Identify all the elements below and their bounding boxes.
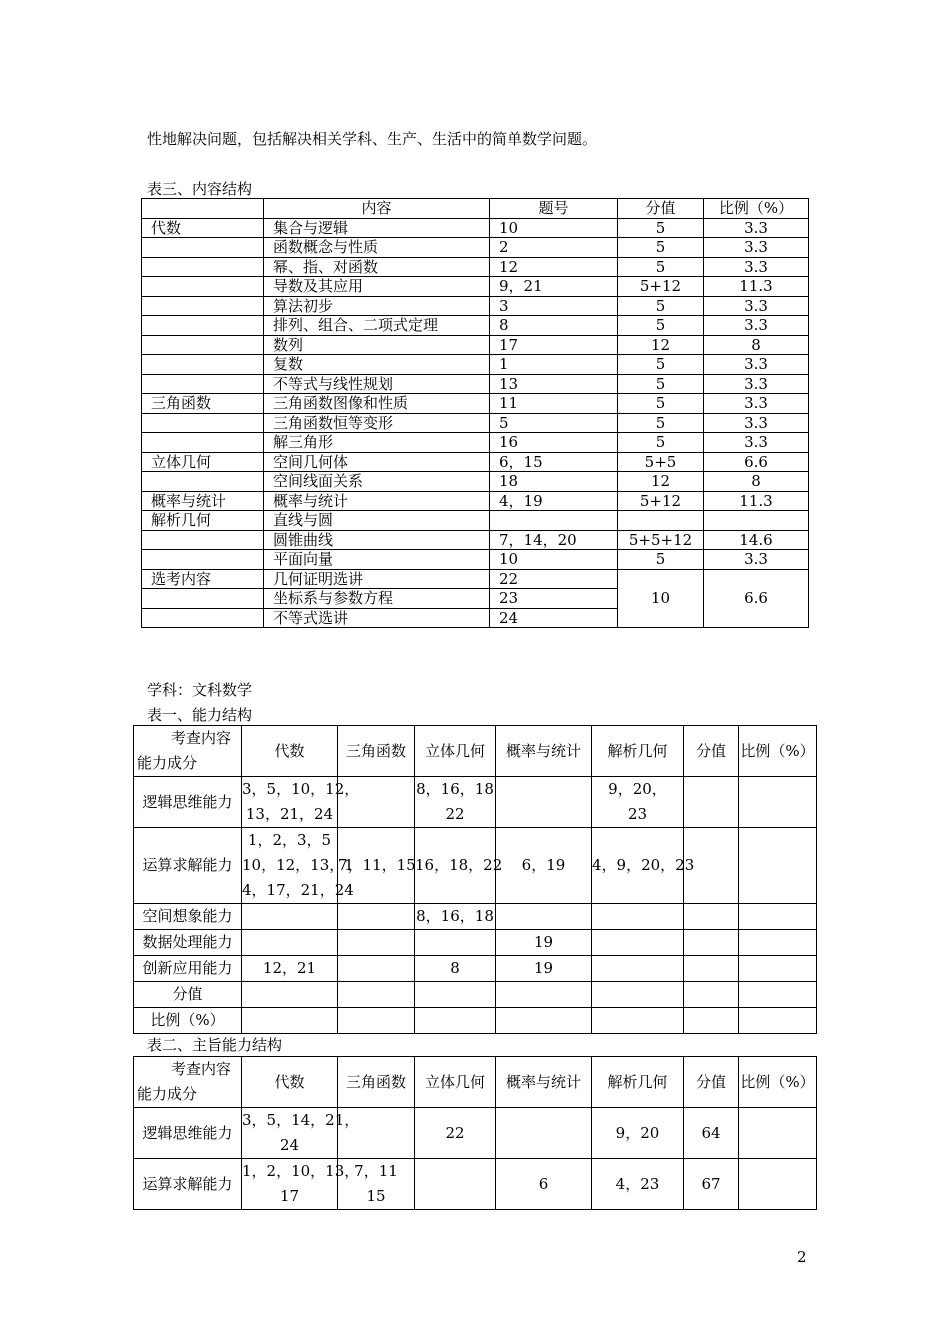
- cell-line: 10，12，13，1: [242, 856, 354, 874]
- table2-cell: [684, 1108, 739, 1159]
- table3-cell: 概率与统计: [264, 491, 490, 511]
- table1-cell: [739, 956, 817, 982]
- table3-cell: 函数概念与性质: [264, 238, 490, 258]
- intro-text: 性地解决问题，包括解决相关学科、生产、生活中的简单数学问题。: [147, 130, 598, 148]
- table3-cell: [490, 511, 618, 531]
- table-row: [134, 777, 817, 828]
- table2-column-header: 比例（%）: [739, 1057, 817, 1108]
- table1-column-header: 代数: [242, 726, 338, 777]
- table3-caption: 表三、内容结构: [147, 180, 253, 198]
- table3-cell: 3.3: [704, 550, 809, 570]
- table2-cell: [415, 1108, 496, 1159]
- table1-header-row: [134, 726, 817, 777]
- table2-column-header: 立体几何: [415, 1057, 496, 1108]
- table3-cell: 5: [618, 257, 704, 277]
- table2-cell: [496, 1108, 592, 1159]
- table3-cell: 3.3: [704, 296, 809, 316]
- table1-cell: [592, 930, 684, 956]
- table3-cell: 5+5: [618, 452, 704, 472]
- table3-cell: [142, 433, 264, 453]
- table2-column-header: 代数: [242, 1057, 338, 1108]
- table1-cell: [242, 1008, 338, 1034]
- table3-number-cell: 24: [490, 608, 618, 628]
- table-row: [134, 828, 817, 904]
- table3-cell: 3.3: [704, 238, 809, 258]
- table1-cell: [739, 930, 817, 956]
- table1-cell: [415, 904, 496, 930]
- table1-cell: [739, 1008, 817, 1034]
- cell-line: 3，5，14，21，: [242, 1111, 360, 1129]
- table3-cell: 概率与统计: [142, 491, 264, 511]
- table3-category-cell: 选考内容: [142, 569, 264, 589]
- table3-category-cell: [142, 589, 264, 609]
- table3-cell: 三角函数图像和性质: [264, 394, 490, 414]
- table3-cell: [142, 257, 264, 277]
- table1-cell: [592, 904, 684, 930]
- table1-cell: [739, 904, 817, 930]
- table1-cell: [242, 930, 338, 956]
- table1-corner-header: [134, 726, 242, 777]
- table3-cell: [142, 530, 264, 550]
- table1-cell: [415, 956, 496, 982]
- cell-line: 1，2，10，13，: [242, 1162, 360, 1180]
- table3-cell: 空间几何体: [264, 452, 490, 472]
- table3-cell: 6.6: [704, 452, 809, 472]
- table-row: [142, 569, 809, 589]
- table3-cell: 幂、指、对函数: [264, 257, 490, 277]
- table3-cell: 8: [704, 335, 809, 355]
- table3-cell: 代数: [142, 218, 264, 238]
- table3-header-cell: 分值: [618, 199, 704, 219]
- table3-cell: [142, 472, 264, 492]
- table3-cell: 5: [618, 218, 704, 238]
- table3-cell: 数列: [264, 335, 490, 355]
- table3-cell: [142, 335, 264, 355]
- table2-cell: [242, 1159, 360, 1210]
- table3-header-cell: 比例（%）: [704, 199, 809, 219]
- table-row: [142, 491, 809, 511]
- table3-cell: 11.3: [704, 491, 809, 511]
- table3-cell: 11: [490, 394, 618, 414]
- table1-cell: [496, 930, 592, 956]
- table1-row-label: 运算求解能力: [134, 828, 242, 904]
- table3-cell: 5+5+12: [618, 530, 704, 550]
- table1-cell: [415, 1008, 496, 1034]
- cell-line: 67: [701, 1174, 721, 1193]
- table-row: [142, 511, 809, 531]
- table2-cell: [592, 1108, 684, 1159]
- table1-cell: [496, 828, 592, 904]
- table3-cell: [142, 355, 264, 375]
- table1-cell: [242, 828, 354, 904]
- table1-cell: [739, 777, 817, 828]
- table3-cell: 平面向量: [264, 550, 490, 570]
- table3-cell: 空间线面关系: [264, 472, 490, 492]
- table1-cell: [592, 1008, 684, 1034]
- table3-cell: 11.3: [704, 277, 809, 297]
- table2-cell: [592, 1159, 684, 1210]
- table-row: [134, 904, 817, 930]
- table3-cell: 6，15: [490, 452, 618, 472]
- table3-cell: [142, 550, 264, 570]
- table3-cell: 集合与逻辑: [264, 218, 490, 238]
- table3-cell: 17: [490, 335, 618, 355]
- cell-line: 7，11，15: [338, 856, 416, 874]
- cell-line: 17: [279, 1187, 300, 1205]
- table-row: [142, 394, 809, 414]
- table3-header-cell: 内容: [264, 199, 490, 219]
- cell-line: 9，20: [615, 1123, 660, 1142]
- table3-cell: 5: [618, 296, 704, 316]
- table3-cell: [142, 296, 264, 316]
- table3-content-cell: 坐标系与参数方程: [264, 589, 490, 609]
- table3-cell: 12: [618, 472, 704, 492]
- table1-column-header: 解析几何: [592, 726, 684, 777]
- table3-cell: 7，14，20: [490, 530, 618, 550]
- table3-cell: 复数: [264, 355, 490, 375]
- cell-line: 13，21，24: [245, 805, 334, 823]
- table2-column-header: 概率与统计: [496, 1057, 592, 1108]
- table-row: [134, 1008, 817, 1034]
- table1-column-header: 三角函数: [338, 726, 415, 777]
- table2-cell: [415, 1159, 496, 1210]
- cell-line: 8，16，18: [416, 907, 494, 925]
- table3-cell: 3.3: [704, 374, 809, 394]
- table2-cell: [739, 1108, 817, 1159]
- table3-cell: 5+12: [618, 491, 704, 511]
- table-row: [142, 277, 809, 297]
- table1-cell: [338, 982, 415, 1008]
- table3-header-cell: 题号: [490, 199, 618, 219]
- cell-line: 8: [450, 959, 460, 977]
- table3-cell: 立体几何: [142, 452, 264, 472]
- main-ability-structure-table: [133, 1056, 817, 1210]
- cell-line: 12，21: [262, 959, 317, 977]
- table3-score-cell: 10: [618, 569, 704, 628]
- table3-content-cell: 几何证明选讲: [264, 569, 490, 589]
- table3-cell: 三角函数恒等变形: [264, 413, 490, 433]
- table3-cell: 排列、组合、二项式定理: [264, 316, 490, 336]
- table3-cell: 5: [618, 394, 704, 414]
- table3-cell: 10: [490, 218, 618, 238]
- table-row: [142, 530, 809, 550]
- table3-cell: 4，19: [490, 491, 618, 511]
- table2-row-label: 运算求解能力: [134, 1159, 242, 1210]
- table3-cell: 5: [490, 413, 618, 433]
- table3-cell: [704, 511, 809, 531]
- table1-column-header: 分值: [684, 726, 739, 777]
- cell-line: 4，17，21，24: [242, 881, 354, 899]
- table3-cell: [142, 374, 264, 394]
- table2-cell: [739, 1159, 817, 1210]
- table3-category-cell: [142, 608, 264, 628]
- table-row: [134, 982, 817, 1008]
- table3-cell: [142, 277, 264, 297]
- table1-cell: [592, 828, 695, 904]
- table-row: [134, 956, 817, 982]
- table1-row-label: 空间想象能力: [134, 904, 242, 930]
- subject-title: 学科：文科数学: [147, 681, 253, 699]
- table1-row-label: 分值: [134, 982, 242, 1008]
- table1-cell: [684, 1008, 739, 1034]
- table3-cell: 14.6: [704, 530, 809, 550]
- table1-row-label: 比例（%）: [134, 1008, 242, 1034]
- page-number: 2: [797, 1248, 807, 1266]
- table3-cell: 12: [490, 257, 618, 277]
- table1-cell: [496, 956, 592, 982]
- cell-line: 6: [538, 1174, 549, 1193]
- table3-cell: 8: [704, 472, 809, 492]
- table2-header-row: [134, 1057, 817, 1108]
- cell-line: 22: [445, 805, 465, 823]
- cell-line: 8，16，18: [416, 780, 494, 798]
- table3-cell: 3.3: [704, 413, 809, 433]
- table3-cell: 9，21: [490, 277, 618, 297]
- header-bottom: 能力成分: [137, 1085, 198, 1103]
- cell-line: 24: [279, 1136, 300, 1154]
- table3-cell: 8: [490, 316, 618, 336]
- table3-cell: 5+12: [618, 277, 704, 297]
- table1-row-label: 逻辑思维能力: [134, 777, 242, 828]
- table2-corner-header: [134, 1057, 242, 1108]
- cell-line: 16，18，22: [415, 856, 503, 874]
- cell-line: 4，9，20，23: [592, 856, 695, 874]
- table1-cell: [496, 982, 592, 1008]
- table3-cell: 3.3: [704, 355, 809, 375]
- cell-line: 3，5，10，12，: [242, 780, 360, 798]
- table1-cell: [739, 828, 817, 904]
- table1-cell: [338, 1008, 415, 1034]
- cell-line: 19: [533, 959, 554, 977]
- table1-column-header: 立体几何: [415, 726, 496, 777]
- table3-cell: 直线与圆: [264, 511, 490, 531]
- table-row: [142, 472, 809, 492]
- table1-cell: [242, 982, 338, 1008]
- table-row: [142, 550, 809, 570]
- table1-cell: [496, 904, 592, 930]
- table-row: [142, 374, 809, 394]
- table-row: [142, 452, 809, 472]
- table1-cell: [684, 982, 739, 1008]
- cell-line: 6，19: [521, 856, 566, 874]
- content-structure-table: [141, 198, 809, 628]
- table-row: [142, 433, 809, 453]
- table1-cell: [415, 930, 496, 956]
- table3-cell: 3.3: [704, 316, 809, 336]
- table1-caption: 表一、能力结构: [147, 706, 253, 724]
- table3-cell: 3.3: [704, 257, 809, 277]
- table3-cell: 18: [490, 472, 618, 492]
- ability-structure-table: [133, 725, 817, 1034]
- table3-cell: [142, 238, 264, 258]
- table1-cell: [242, 904, 338, 930]
- table3-cell: 5: [618, 550, 704, 570]
- table3-header-row: [142, 199, 809, 219]
- table-row: [142, 296, 809, 316]
- cell-line: 19: [533, 933, 554, 951]
- table-row: [134, 1108, 817, 1159]
- table2-cell: [242, 1108, 360, 1159]
- table1-cell: [684, 930, 739, 956]
- cell-line: 1，2，3，5: [247, 831, 332, 849]
- header-top: 考查内容: [171, 729, 232, 747]
- table1-cell: [592, 982, 684, 1008]
- table1-cell: [496, 777, 592, 828]
- table-row: [142, 413, 809, 433]
- table1-column-header: 比例（%）: [739, 726, 817, 777]
- table3-ratio-cell: 6.6: [704, 569, 809, 628]
- table1-cell: [415, 828, 503, 904]
- table3-cell: 不等式与线性规划: [264, 374, 490, 394]
- table1-cell: [684, 956, 739, 982]
- table3-cell: 16: [490, 433, 618, 453]
- table3-content-cell: 不等式选讲: [264, 608, 490, 628]
- table2-column-header: 分值: [684, 1057, 739, 1108]
- table3-cell: 10: [490, 550, 618, 570]
- table3-cell: [618, 511, 704, 531]
- table1-cell: [415, 982, 496, 1008]
- table3-cell: [142, 413, 264, 433]
- table3-number-cell: 23: [490, 589, 618, 609]
- table2-cell: [496, 1159, 592, 1210]
- table3-cell: 3.3: [704, 433, 809, 453]
- table3-cell: 5: [618, 374, 704, 394]
- table3-cell: 3.3: [704, 394, 809, 414]
- table3-cell: 5: [618, 433, 704, 453]
- table3-cell: 导数及其应用: [264, 277, 490, 297]
- table3-cell: 3.3: [704, 218, 809, 238]
- table-row: [142, 355, 809, 375]
- table3-cell: 2: [490, 238, 618, 258]
- table2-cell: [684, 1159, 739, 1210]
- table3-cell: 解三角形: [264, 433, 490, 453]
- table1-cell: [415, 777, 496, 828]
- table1-cell: [338, 930, 415, 956]
- table3-cell: 13: [490, 374, 618, 394]
- table3-cell: 5: [618, 238, 704, 258]
- cell-line: 9，20，: [608, 780, 667, 798]
- cell-line: 22: [445, 1123, 465, 1142]
- table-row: [142, 335, 809, 355]
- table-row: [134, 930, 817, 956]
- table3-header-cell: [142, 199, 264, 219]
- table3-cell: 算法初步: [264, 296, 490, 316]
- table1-cell: [338, 956, 415, 982]
- table3-cell: 三角函数: [142, 394, 264, 414]
- table3-cell: 5: [618, 355, 704, 375]
- table3-number-cell: 22: [490, 569, 618, 589]
- table2-column-header: 三角函数: [338, 1057, 415, 1108]
- cell-line: 15: [366, 1187, 386, 1205]
- table2-caption: 表二、主旨能力结构: [147, 1036, 283, 1054]
- table1-column-header: 概率与统计: [496, 726, 592, 777]
- table1-cell: [496, 1008, 592, 1034]
- table1-cell: [592, 956, 684, 982]
- table1-cell: [242, 956, 338, 982]
- table3-cell: 3: [490, 296, 618, 316]
- table1-cell: [684, 904, 739, 930]
- table-row: [142, 257, 809, 277]
- table3-cell: [142, 316, 264, 336]
- cell-line: 64: [701, 1123, 721, 1142]
- table1-row-label: 数据处理能力: [134, 930, 242, 956]
- table1-row-label: 创新应用能力: [134, 956, 242, 982]
- cell-line: 7，11: [354, 1162, 398, 1180]
- table3-cell: 圆锥曲线: [264, 530, 490, 550]
- header-top: 考查内容: [171, 1060, 232, 1078]
- table3-cell: 1: [490, 355, 618, 375]
- table3-cell: 5: [618, 413, 704, 433]
- header-bottom: 能力成分: [137, 754, 198, 772]
- table3-cell: 12: [618, 335, 704, 355]
- table3-cell: 解析几何: [142, 511, 264, 531]
- table1-cell: [592, 777, 684, 828]
- table1-cell: [242, 777, 360, 828]
- table-row: [142, 316, 809, 336]
- table1-cell: [338, 904, 415, 930]
- table-row: [142, 218, 809, 238]
- table1-cell: [739, 982, 817, 1008]
- table-row: [142, 238, 809, 258]
- table1-cell: [684, 777, 739, 828]
- cell-line: 4，23: [615, 1174, 660, 1193]
- cell-line: 23: [627, 805, 648, 823]
- table-row: [134, 1159, 817, 1210]
- table2-column-header: 解析几何: [592, 1057, 684, 1108]
- table2-row-label: 逻辑思维能力: [134, 1108, 242, 1159]
- table3-cell: 5: [618, 316, 704, 336]
